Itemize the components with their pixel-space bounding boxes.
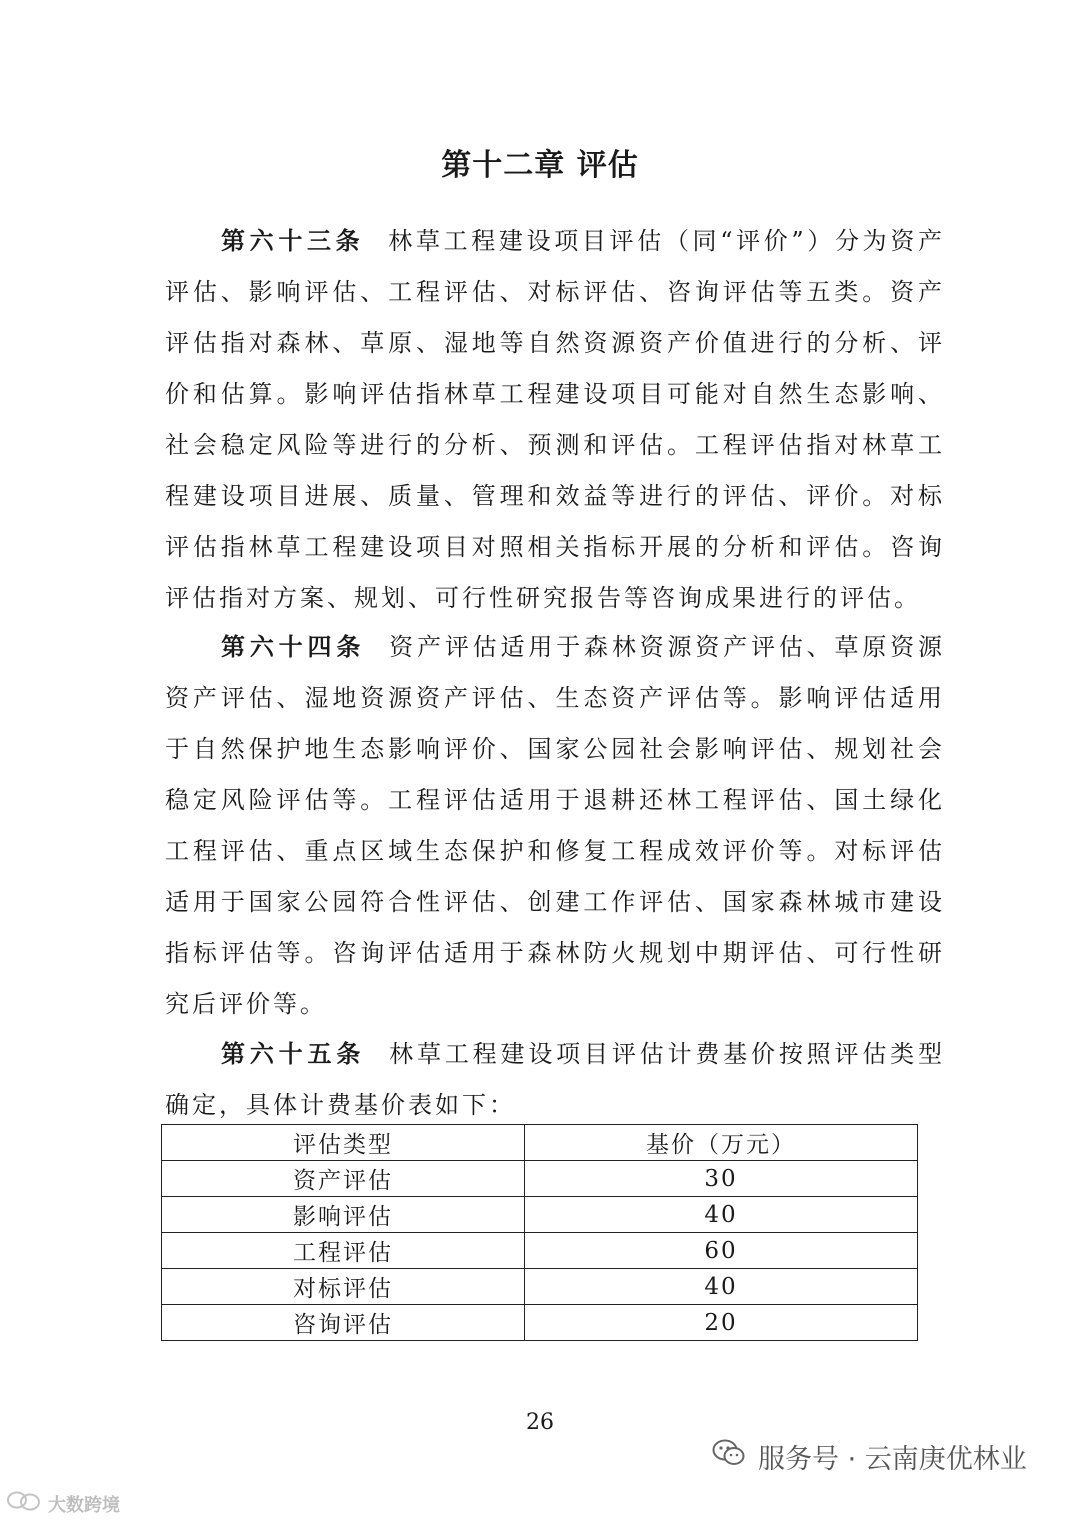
chat-bubble-icon	[6, 1490, 42, 1517]
watermark-text: 大数跨境	[48, 1494, 120, 1516]
service-account-label[interactable]	[712, 1437, 1027, 1476]
watermark	[6, 1490, 120, 1517]
table-row	[162, 1233, 918, 1269]
row-type: 工程评估	[162, 1233, 525, 1269]
row-price: 30	[525, 1161, 918, 1197]
article-64	[165, 622, 945, 1030]
row-price: 60	[525, 1233, 918, 1269]
row-price: 20	[525, 1305, 918, 1341]
chapter-title: 第十二章 评估	[441, 148, 639, 183]
table-row	[162, 1197, 918, 1233]
table-row	[162, 1269, 918, 1305]
row-type: 对标评估	[162, 1269, 525, 1305]
table-row	[162, 1161, 918, 1197]
header-type: 评估类型	[162, 1125, 525, 1161]
row-type: 影响评估	[162, 1197, 525, 1233]
row-type: 咨询评估	[162, 1305, 525, 1341]
row-price: 40	[525, 1197, 918, 1233]
article-text: 林草工程建设项目评估（同“评价”）分为资产评估、影响评估、工程评估、对标评估、咨询评估等五类。资产评估指对森林、草原、湿地等自然资源资产价值进行的分析、评价和估算。影响评估指林草工程建设项目可能对自然生态影响、社会稳定风险等进行的分析、预测和评估。工程评估指对林草工程建设项目进展、质量、管理和效益等进行的评估、评价。对标评估指林草工程建设项目对照相关指标开展的分析和评估。咨询评估指对方案、规划、可行性研究报告等咨询成果进行的评估。	[165, 227, 945, 612]
article-65	[165, 1029, 945, 1131]
table-row	[162, 1305, 918, 1341]
page-number: 26	[526, 1410, 554, 1435]
article-text: 资产评估适用于森林资源资产评估、草原资源资产评估、湿地资源资产评估、生态资产评估等。影响评估适用于自然保护地生态影响评价、国家公园社会影响评估、规划社会稳定风险评估等。工程评估适用于退耕还林工程评估、国土绿化工程评估、重点区域生态保护和修复工程成效评价等。对标评估适用于国家公园符合性评估、创建工作评估、国家森林城市建设指标评估等。咨询评估适用于森林防火规划中期评估、可行性研究后评价等。	[165, 633, 946, 1018]
article-number: 第六十三条	[221, 227, 365, 255]
row-price: 40	[525, 1269, 918, 1305]
article-63	[165, 216, 945, 624]
article-text: 林草工程建设项目评估计费基价按照评估类型确定，具体计费基价表如下：	[165, 1040, 946, 1119]
header-price: 基价（万元）	[525, 1125, 918, 1161]
service-account-text: 服务号 · 云南庚优林业	[758, 1444, 1027, 1475]
fee-table	[161, 1124, 918, 1341]
table-header-row	[162, 1125, 918, 1161]
article-number: 第六十四条	[221, 633, 366, 661]
row-type: 资产评估	[162, 1161, 525, 1197]
wechat-icon	[712, 1438, 746, 1475]
article-number: 第六十五条	[221, 1040, 366, 1068]
